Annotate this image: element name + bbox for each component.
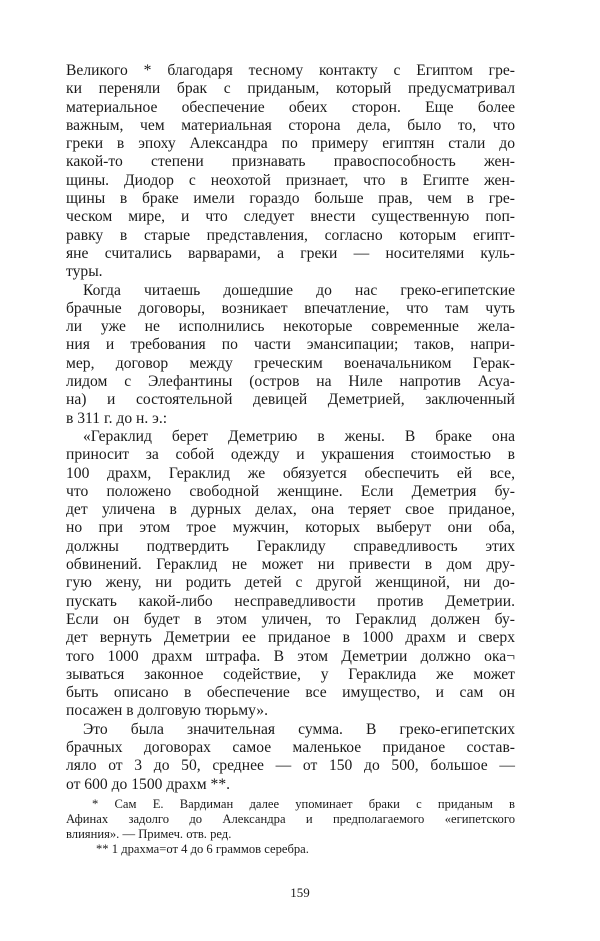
footnotes: [66, 797, 515, 857]
text-line: в 311 г. до н. э.:: [66, 409, 168, 427]
text-line: что положено свободной женщине. Если Деметрия бу-: [66, 482, 515, 500]
text-line: Если он будет в этом уличен, то Гераклид должен бу-: [66, 610, 515, 628]
text-line: материальное обеспечение обеих сторон. Еще более: [66, 98, 515, 116]
footnote-line: ** 1 драхма=от 4 до 6 граммов серебра.: [96, 842, 309, 856]
text-line: ляло от 3 до 50, среднее — от 150 до 500, большое —: [66, 757, 515, 775]
text-line: мер, договор между греческим военачальником Герак-: [66, 354, 515, 372]
text-line: должны подтвердить Гераклиду справедливость этих: [66, 537, 515, 555]
text-line: обвинений. Гераклид не может ни привести в дом дру-: [66, 556, 515, 574]
text-line: греки в эпоху Александра по примеру египтян стали до: [66, 135, 515, 153]
text-line: важным, чем материальная сторона дела, было то, что: [66, 116, 515, 134]
text-line: ли уже не исполнились некоторые современные жела-: [66, 318, 515, 336]
text-line: дет вернуть Деметрии ее приданое в 1000 драхм и сверх: [66, 629, 515, 647]
text-line: но при этом трое мужчин, которых выберут они оба,: [66, 519, 515, 537]
text-line: ки переняли брак с приданым, который предусматривал: [66, 80, 515, 98]
page-number: 159: [290, 885, 310, 900]
text-line: быть описано в обеспечение все имущество, и сам он: [66, 684, 515, 702]
text-line: ния и требования по части эмансипации; таков, напри-: [66, 336, 515, 354]
text-line: яне считались варварами, а греки — носителями куль-: [66, 244, 515, 262]
body-text: [66, 62, 515, 794]
footnote-line: влияния». — Примеч. отв. ред.: [66, 827, 232, 841]
text-line: равку в старые представления, согласно которым египт-: [66, 226, 515, 244]
text-line: зываться законное содействие, у Гераклида же может: [66, 665, 515, 683]
text-line: Когда читаешь дошедшие до нас греко-египетские: [83, 281, 515, 299]
text-line: Великого * благодаря тесному контакту с Египтом гре-: [66, 62, 515, 79]
footnote-line: * Сам Е. Вардиман далее упоминает браки с приданым в: [92, 797, 515, 811]
text-line: гую жену, ни родить детей с другой женщиной, ни до-: [66, 574, 515, 592]
text-line: щины в браке имели гораздо больше прав, чем в гре-: [66, 190, 515, 208]
text-line: 100 драхм, Гераклид же обязуется обеспечить ей все,: [66, 464, 515, 482]
footnote-line: Афинах задолго до Александра и предполагаемого «египетского: [66, 812, 515, 826]
text-line: пускать какой-либо несправедливости против Деметрии.: [66, 592, 515, 610]
text-line: «Гераклид берет Деметрию в жены. В браке она: [83, 427, 515, 445]
text-line: какой-то степени признавать правоспособность жен-: [66, 153, 515, 171]
text-line: того 1000 драхм штрафа. В этом Деметрии должно ока¬: [66, 647, 515, 665]
text-line: на) и состоятельной девицей Деметрией, заключенный: [66, 391, 515, 409]
text-line: от 600 до 1500 драхм **.: [66, 775, 231, 793]
text-line: брачных договорах самое маленькое приданое состав-: [66, 738, 515, 756]
text-line: щины. Диодор с неохотой признает, что в Египте жен-: [66, 171, 515, 189]
text-line: ческом мире, и что следует внести существенную поп-: [66, 208, 515, 226]
text-line: лидом с Элефантины (остров на Ниле напротив Асуа-: [66, 373, 515, 391]
text-line: приносит за собой одежду и украшения стоимостью в: [66, 446, 515, 464]
text-line: посажен в долговую тюрьму».: [66, 702, 268, 720]
text-line: Это была значительная сумма. В греко-египетских: [83, 720, 515, 738]
text-line: туры.: [66, 263, 103, 281]
text-line: дет уличена в дурных делах, она теряет свое приданое,: [66, 501, 515, 519]
text-line: брачные договоры, возникает впечатление, что там чуть: [66, 299, 515, 317]
